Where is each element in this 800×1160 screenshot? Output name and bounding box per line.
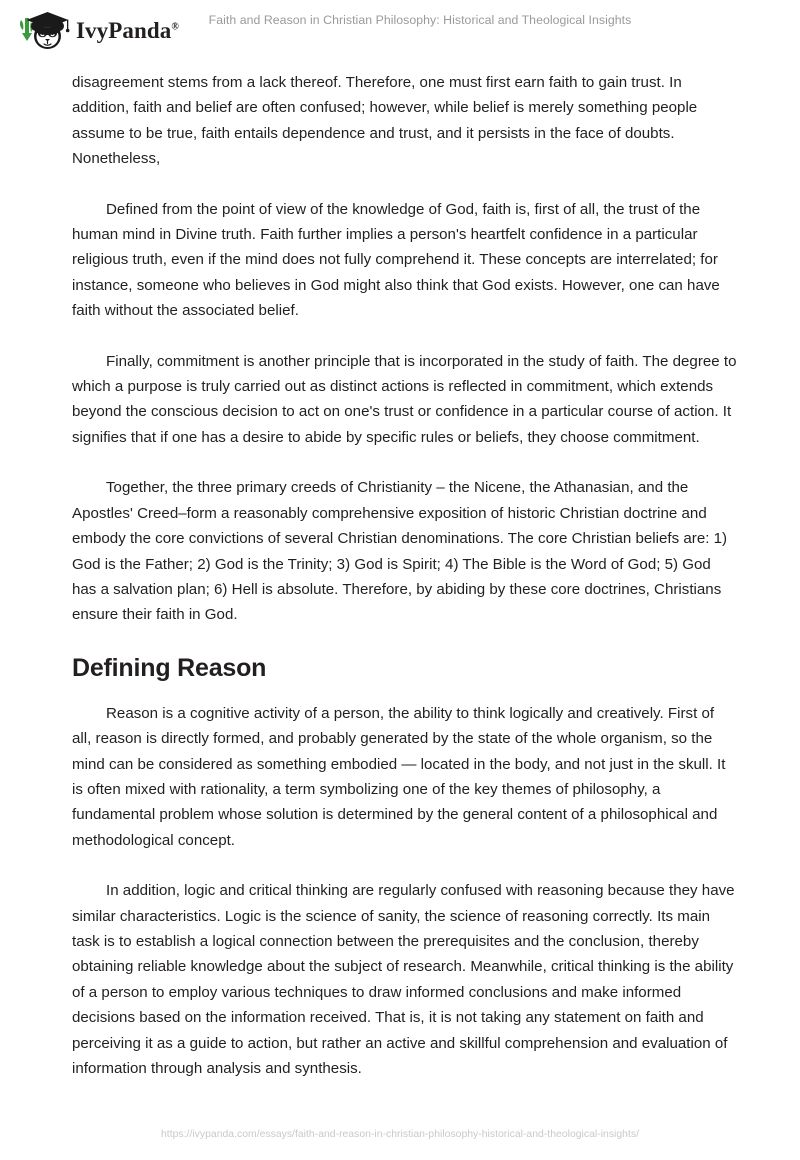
paragraph-knowledge-of-god: Defined from the point of view of the knowledge of God, faith is, first of all, the trust of the human mind in Divine truth. Faith further implies a person's heartfelt confidence in a particular religious truth, even if the mind does not fully comprehend it. These concepts are interrelated; for instance, someone who believes in God might also think that God exists. However, one can have faith without the associated belief. xyxy=(72,200,720,320)
paragraph-logic-critical-thinking: In addition, logic and critical thinking are regularly confused with reasoning because they have similar characteristics. Logic is the science of sanity, the science of reasoning correctly. Its main task is to establish a logical connection between the prerequisites and the conclusion, thereby obtaining reliable knowledge about the subject of research. Meanwhile, critical thinking is the ability of a person to employ various techniques to draw informed conclusions and make informed decisions based on the information received. That is, it is not taking any statement on faith and perceiving it as a guide to action, but rather an active and skillful comprehension and evaluation of information through analysis and synthesis. xyxy=(72,882,735,1077)
paragraph-creeds: Together, the three primary creeds of Christianity – the Nicene, the Athanasian, and the Apostles' Creed–form a reasonably comprehensive exposition of historic Christian doctrine and embody the core convictions of several Christian denominations. The core Christian beliefs are: 1) God is the Father; 2) God is the Trinity; 3) God is Spirit; 4) The Bible is the Word of God; 5) God has a salvation plan; 6) Hell is absolute. Therefore, by abiding by these core doctrines, Christians ensure their faith in God. xyxy=(72,479,728,624)
section-heading-defining-reason: Defining Reason xyxy=(72,653,267,682)
paragraph-reason-definition: Reason is a cognitive activity of a person, the ability to think logically and creatively. First of all, reason is directly formed, and probably generated by the state of the whole organism, so the mind can be considered as something embodied — located in the body, and not just in the skull. It is often mixed with rationality, a term symbolizing one of the key themes of philosophy, a fundamental problem whose solution is determined by the general content of a philosophical and methodological concept. xyxy=(72,704,726,849)
document-title-header: Faith and Reason in Christian Philosophy: Historical and Theological Insights xyxy=(208,13,632,27)
paragraph-commitment: Finally, commitment is another principle that is incorporated in the study of faith. The degree to which a purpose is truly carried out as distinct actions is reflected in commitment, which extends beyond the conscious decision to act on one's trust or confidence in a particular course of action. It signifies that if one has a desire to abide by specific rules or beliefs, they choose commitment. xyxy=(72,352,737,446)
page-footer xyxy=(0,1124,800,1142)
paragraph-faith-trust-belief: disagreement stems from a lack thereof. Therefore, one must first earn faith to gain trust. In addition, faith and belief are often confused; however, while belief is merely something people assume to be true, faith entails dependence and trust, and it persists in the face of doubts. Nonetheless, xyxy=(72,74,698,168)
registered-trademark-icon: ® xyxy=(171,20,179,32)
page-header xyxy=(0,0,800,60)
document-body xyxy=(72,70,737,1106)
brand-name-text: IvyPanda xyxy=(76,17,172,43)
source-url-link[interactable]: https://ivypanda.com/essays/faith-and-reason-in-christian-philosophy-historical-and-theological-insights/ xyxy=(161,1129,639,1140)
